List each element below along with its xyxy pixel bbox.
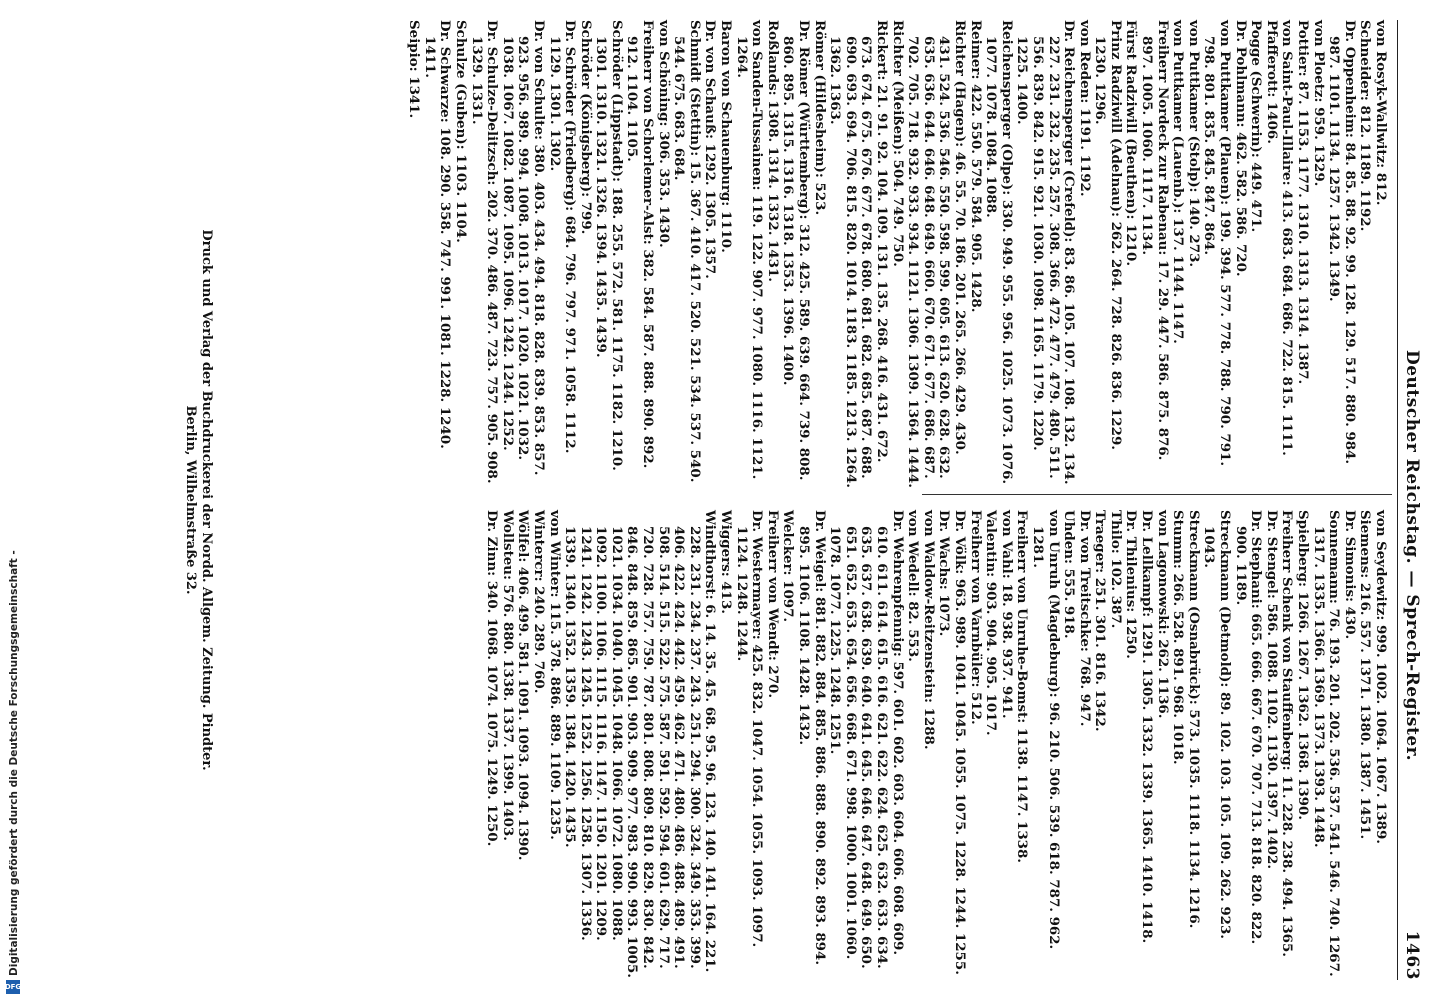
register-entry: von Vahl: 18. 938. 937. 941.: [998, 510, 1015, 719]
register-entry: Pfafferott: 1406.: [1263, 20, 1280, 144]
register-entry: Dr. Thilenius: 1250.: [1123, 510, 1140, 659]
register-entry: von Saint-Paul-Illaire: 413. 683. 684. 686. 722. 815. 1111.: [1279, 20, 1296, 456]
register-entry: Freiherr von Unruhe-Bomst: 1138. 1147. 1338.: [1014, 510, 1031, 863]
credit-text: Digitalisierung gefördert durch die Deutsche Forschungsgemeinschaft -: [8, 550, 20, 976]
register-entry: Dr. Völk: 963. 989. 1041. 1045. 1055. 1075. 1228. 1244. 1255.: [951, 510, 968, 975]
register-entry: von Seydewitz: 999. 1002. 1064. 1067. 1389.: [1373, 510, 1389, 844]
register-entry: Roßlands: 1308. 1314. 1332. 1431.: [764, 20, 781, 282]
register-entry: von Schöning: 306. 353. 1430.: [655, 20, 672, 248]
imprint-line-1: Druck und Verlag der Buchdruckerei der Nordd. Allgem. Zeitung. Pindter.: [199, 229, 214, 771]
header-rule: [1397, 20, 1398, 980]
register-entry: Prinz Radziwill (Adelnau): 262. 264. 728. 826. 836. 1229. 1230. 1296.: [1092, 20, 1124, 450]
register-entry: Dr. Wehrenpfennig: 597. 601. 602. 603. 604. 606. 608. 609. 610. 611. 614. 615. 616. 621. 622. 624. 625. 632. 633. 634. 635. 637. 638. 639. 640. 641. 645. 646. 647. 648. 649. 650. 651. 652. 653. 654. 656. 668. 671. 998. 1000. 1001. 1060. 1078. 1077. 1225. 1248. 1251.: [827, 510, 906, 969]
register-entry: Fürst Radziwill (Beuthen): 1210.: [1123, 20, 1140, 267]
register-entry: Dr. Lellkampf: 1291. 1305. 1332. 1339. 1365. 1410. 1418.: [1139, 510, 1156, 944]
register-entry: Dr. Zinn: 340. 1068. 1074. 1075. 1249. 1250.: [484, 510, 501, 847]
register-entry: Richter (Hagen): 46. 55. 70. 186. 201. 265. 266. 429. 430. 431. 524. 536. 546. 550. 598. 599. 605. 613. 620. 628. 632. 635. 636. 644. 646. 648. 649. 660. 670. 671. 677. 686. 687. 702. 705. 718. 932. 933. 934. 1121. 1306. 1309. 1364. 1444.: [905, 20, 968, 488]
register-entry: Reimer: 422. 550. 579. 584. 905. 1428.: [967, 20, 984, 313]
register-entry: von Puttkamer (Plauen): 199. 394. 577. 778. 788. 790. 791. 798. 801. 835. 845. 847. 864.: [1201, 20, 1234, 467]
register-entry: Siemens: 216. 557. 1371. 1380. 1387. 1451.: [1357, 510, 1374, 840]
imprint: [182, 20, 214, 980]
imprint-line-2: Berlin, Wilhelmstraße 32.: [183, 405, 198, 595]
register-entry: Rickert: 21. 91. 92. 104. 109. 131. 135. 268. 416. 431. 672. 673. 674. 675. 676. 677. 678. 680. 681. 682. 685. 687. 688. 690. 693. 694. 706. 815. 820. 1014. 1183. 1185. 1213. 1264. 1362. 1363.: [827, 20, 890, 488]
register-entry: Wollsteu: 576. 880. 1338. 1337. 1399. 1403.: [499, 510, 516, 841]
column-divider: [922, 494, 1392, 495]
register-entry: Wölfel: 406. 499. 581. 1091. 1093. 1094. 1390.: [515, 510, 532, 861]
register-entry: Dr. von Schauß: 1292. 1305. 1357.: [702, 20, 719, 279]
register-entry: Dr. Weigel: 881. 882. 884. 885. 886. 888. 890. 892. 893. 894. 895. 1106. 1108. 1428. 1432.: [796, 510, 828, 965]
register-entry: Spielberg: 1266. 1267. 1362. 1368. 1390.: [1295, 510, 1312, 820]
credit-sidebar: [6, 0, 20, 996]
register-entry: Dr. von Schulte: 380. 403. 434. 494. 818. 828. 839. 853. 857. 923. 956. 989. 994. 1008. 1013. 1017. 1020. 1021. 1032. 1038. 1067. 1082. 1087. 1095. 1096. 1242. 1244. 1252.: [499, 20, 547, 476]
register-entry: Dr. Westermayer: 425. 832. 1047. 1054. 1055. 1093. 1097. 1124. 1248. 1244.: [733, 510, 766, 948]
register-entry: Schröder (Königsberg): 799.: [577, 20, 594, 235]
register-entry: Römer (Hildesheim): 523.: [811, 20, 828, 216]
register-entry: Schneider: 812. 1189. 1192.: [1357, 20, 1374, 232]
register-entry: Seipio: 1341.: [406, 20, 423, 119]
register-entry: Valentin: 903. 904. 905. 1017.: [983, 510, 1000, 736]
page-header: [1396, 20, 1426, 980]
register-entry: Dr. Schwarze: 108. 290. 358. 747. 991. 1081. 1228. 1240. 1411.: [421, 20, 454, 449]
right-column: [484, 510, 1388, 980]
register-entry: Sonnemann: 76. 193. 201. 202. 536. 537. 541. 546. 740. 1267. 1317. 1335. 1366. 1369. 1373. 1393. 1448.: [1310, 510, 1343, 977]
register-entry: Schröder (Lippstadt): 188. 255. 572. 581. 1175. 1182. 1210. 1301. 1310. 1321. 1326. 1394. 1435. 1439.: [593, 20, 625, 471]
register-entry: Freiherr von Varnbüler: 512.: [967, 510, 984, 725]
register-entry: Dr. Simonis: 430.: [1341, 510, 1358, 640]
register-entry: von Wedell: 82. 553.: [905, 510, 922, 662]
register-entry: Freiherr von Wendt: 270.: [764, 510, 781, 699]
register-entry: von Unruh (Magdeburg): 96. 210. 506. 539. 618. 787. 962. 1281.: [1029, 510, 1062, 950]
register-entry: von Rosyk-Wallwitz: 812.: [1373, 20, 1389, 206]
register-entry: Dr. Wachs: 1073.: [936, 510, 953, 637]
register-entry: von Lagonowski: 262. 1136.: [1154, 510, 1171, 719]
register-entry: Baron von Schauenburg: 1110.: [718, 20, 735, 253]
register-entry: Welcker: 1097.: [780, 510, 797, 623]
register-entry: von Puttkamer (Stolp): 140. 273.: [1185, 20, 1202, 268]
register-entry: Wiggers: 413.: [718, 510, 735, 614]
register-entry: Dr. Schulze-Delitzsch: 202. 370. 486. 487. 723. 757. 905. 908. 1329. 1331.: [468, 20, 501, 484]
register-entry: Traeger: 251. 301. 816. 1342.: [1092, 510, 1109, 732]
register-entry: Freiherr Nordeck zur Rabenau: 17. 29. 447. 586. 875. 876. 897. 1005. 1060. 1117. 1134.: [1139, 20, 1171, 461]
register-entry: Dr. Stephani: 665. 666. 667. 670. 707. 713. 818. 820. 822. 900. 1189.: [1232, 510, 1265, 945]
register-entry: von Sanden-Tussainen: 119. 122. 907. 977. 1080. 1116. 1121. 1264.: [733, 20, 766, 480]
register-entry: Reichensperger (Olpe): 330. 949. 955. 956. 1025. 1073. 1076. 1077. 1078. 1084. 1088.: [983, 20, 1015, 485]
register-entry: Dr. Stengel: 586. 1088. 1102. 1130. 1397. 1402.: [1263, 510, 1280, 870]
register-entry: von Waldow-Reitzenstein: 1288.: [920, 510, 937, 750]
register-entry: Pogge (Schwerin): 449. 471.: [1248, 20, 1265, 233]
register-entry: Dr. Schröder (Friedberg): 684. 796. 797. 971. 1058. 1112. 1129. 1301. 1302.: [546, 20, 579, 454]
page-number: 1463: [1402, 930, 1422, 980]
register-entry: Schulze (Guben): 1103. 1104.: [452, 20, 469, 243]
register-entry: Dr. von Treitschke: 768. 947.: [1076, 510, 1093, 727]
register-entry: Streckmann (Detmold): 89. 102. 103. 105. 109. 262. 923. 1043.: [1201, 510, 1234, 939]
register-entry: Dr. Oppenheim: 84. 85. 88. 92. 99. 128. 129. 517. 880. 984. 987. 1101. 1134. 1257. 1342. 1349.: [1326, 20, 1358, 465]
register-entry: von Winter: 115. 378. 886. 889. 1109. 1235.: [546, 510, 563, 840]
register-entry: Thilo: 102. 387.: [1107, 510, 1124, 629]
register-entry: Dr. Pohlmann: 462. 582. 586. 720.: [1232, 20, 1249, 277]
register-entry: Windthorst: 6. 14. 35. 45. 68. 95. 96. 123. 140. 141. 164. 221. 228. 231. 234. 237. 243. 251. 294. 300. 324. 349. 353. 399. 406. 422. 424. 442. 459. 462. 471. 480. 486. 488. 489. 491. 508. 514. 515. 522. 575. 587. 591. 592. 594. 601. 629. 717. 720. 728. 757. 759. 787. 801. 808. 809. 810. 829. 830. 842. 846. 848. 859. 865. 901. 903. 909. 977. 983. 990. 993. 1005. 1021. 1034. 1040. 1045. 1048. 1066. 1072. 1080. 1088. 1092. 1100. 1106. 1115. 1116. 1147. 1150. 1201. 1209. 1241. 1242. 1243. 1245. 1252. 1256. 1258. 1307. 1336. 1339. 1340. 1352. 1359. 1384. 1420. 1435.: [562, 510, 719, 978]
register-entry: Stumm: 266. 528. 891. 968. 1018.: [1170, 510, 1187, 765]
register-entry: Schmidt (Stettin): 15. 367. 410. 417. 520. 521. 534. 537. 540. 544. 675. 683. 684.: [671, 20, 703, 483]
page-title: Deutscher Reichstag. — Sprech-Register.: [1402, 350, 1422, 761]
register-entry: Pottier: 87. 1153. 1177. 1310. 1313. 1314. 1387.: [1295, 20, 1312, 385]
register-entry: Dr. Römer (Württemberg): 312. 425. 589. 639. 664. 739. 808. 860. 895. 1315. 1316. 1318. 1353. 1396. 1400.: [780, 20, 813, 481]
register-entry: Uhden: 555. 918.: [1061, 510, 1078, 639]
dfg-logo-icon: DFG: [6, 980, 20, 994]
left-column: [406, 20, 1388, 490]
register-entry: Dr. Reichensperger (Crefeld): 83. 86. 105. 107. 108. 132. 134. 227. 231. 232. 235. 257. 308. 366. 472. 477. 479. 480. 511. 556. 839. 842. 915. 921. 1030. 1098. 1165. 1179. 1220. 1225. 1400.: [1014, 20, 1078, 485]
register-entry: Wintercr: 240. 289. 760.: [530, 510, 547, 694]
register-entry: Richter (Meißen): 504. 749. 750.: [889, 20, 906, 267]
register-entry: Streckmann (Osnabrück): 573. 1035. 1118. 1134. 1216.: [1185, 510, 1202, 929]
register-entry: von Ploetz: 959. 1329.: [1310, 20, 1327, 187]
register-entry: von Puttkamer (Lauenb.): 137. 1144. 1147.: [1170, 20, 1187, 344]
register-entry: Freiherr von Schorlemer-Alst: 382. 584. 587. 888. 890. 892. 912. 1104. 1105.: [624, 20, 657, 469]
register-entry: von Reden: 1191. 1192.: [1076, 20, 1093, 197]
register-entry: Freiherr Schenk von Stauffenberg: 11. 228. 238. 494. 1365.: [1279, 510, 1296, 957]
